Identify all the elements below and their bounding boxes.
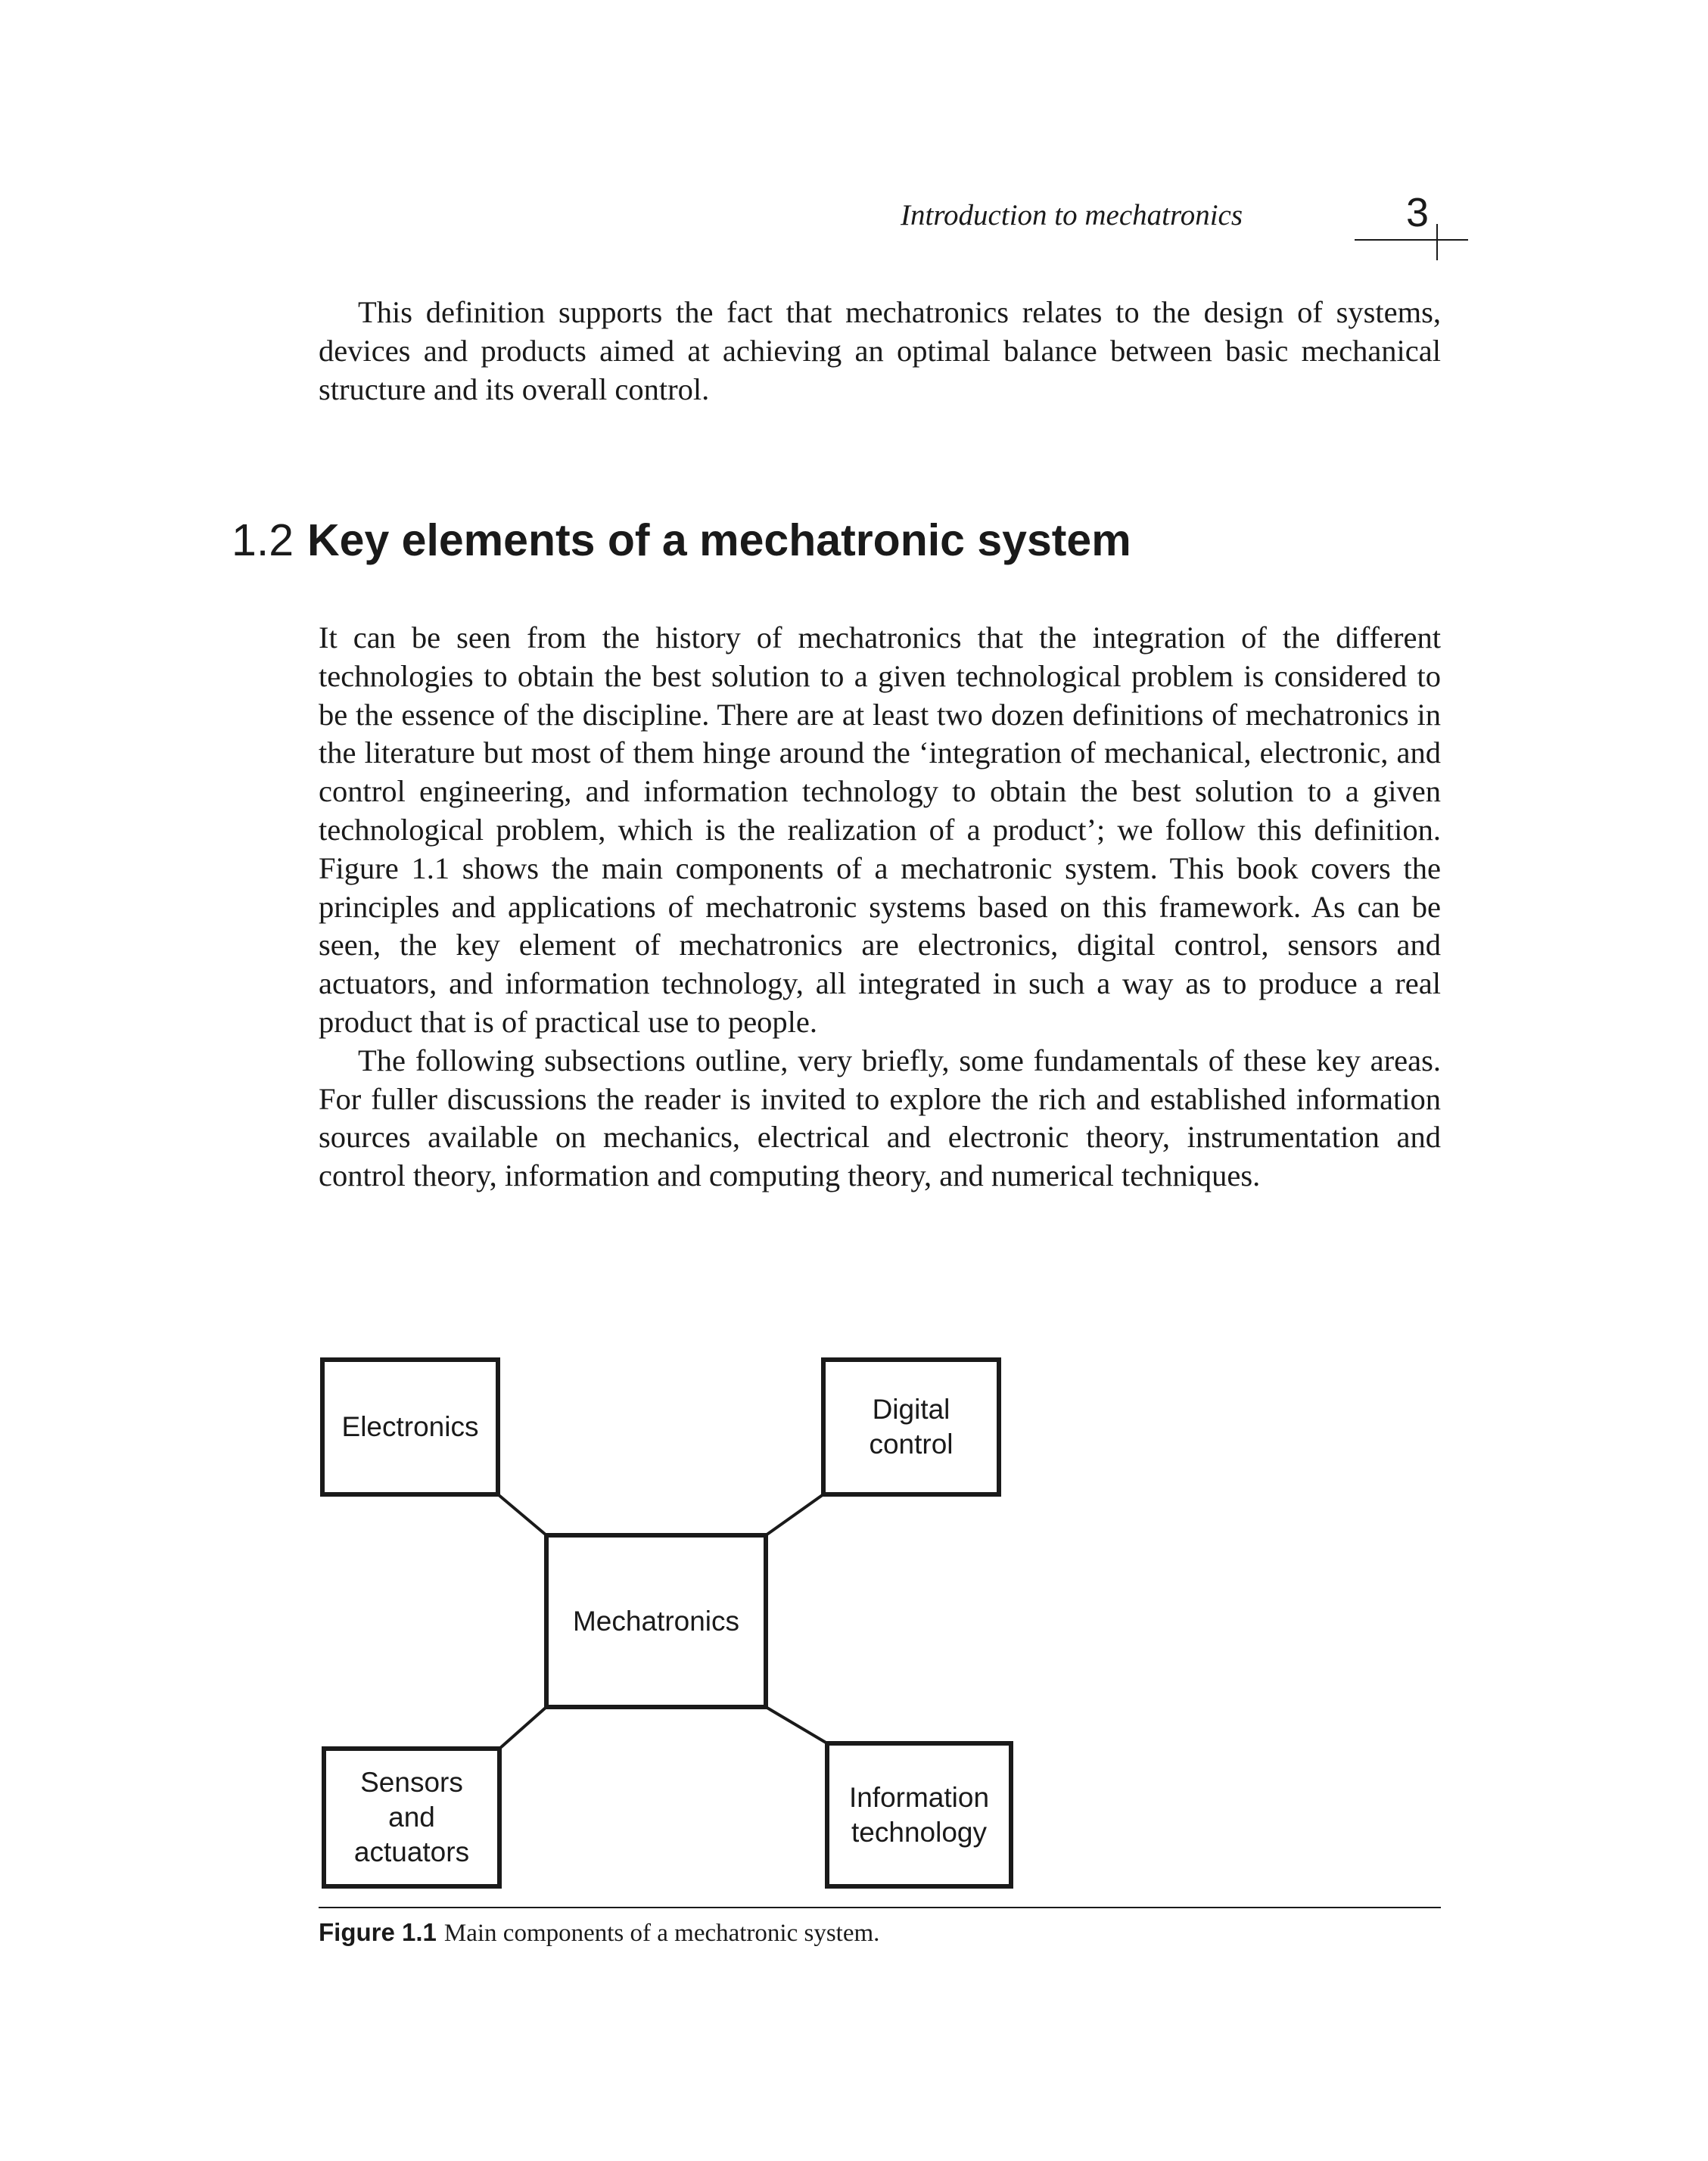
label-information-technology-line-2: technology bbox=[851, 1816, 987, 1848]
box-sensors-actuators bbox=[324, 1749, 499, 1886]
label-sensors-actuators-line-2: and bbox=[388, 1802, 435, 1833]
section-paragraph-2: The following subsections outline, very briefly, some fundamentals of these key areas. For fuller discussions the reader is invited to explore the rich and established information sources available on mechanics, electrical and electronic theory, instrumentation and control theory, information and computing theory, and numerical techniques. bbox=[319, 1043, 1441, 1193]
label-digital-control-line-2: control bbox=[869, 1429, 954, 1460]
label-mechatronics bbox=[546, 1535, 766, 1707]
label-electronics bbox=[322, 1360, 498, 1494]
section-paragraph-1: It can be seen from the history of mechatronics that the integration of the different technologies to obtain the best solution to a given technological problem is considered to be the essence of the discipline. There are at least two dozen definitions of mechatronics in the literature but most of them hinge around the ‘integration of mechanical, electronic, and control engineering, and information technology to obtain the best solution to a given technological problem, which is the realization of a product’; we follow this definition. Figure 1.1 shows the main components of a mechatronic system. This book covers the principles and applications of mechatronic systems based on this framework. As can be seen, the key element of mechatronics are electronics, digital control, sensors and actuators, and information technology, all integrated in such a way as to produce a real product that is of practical use to people. bbox=[319, 620, 1441, 1039]
label-sensors-actuators bbox=[324, 1749, 499, 1886]
page-number: 3 bbox=[1406, 190, 1430, 235]
label-sensors-actuators-line-1: Sensors bbox=[360, 1767, 463, 1798]
label-electronics-line-1: Electronics bbox=[341, 1411, 479, 1442]
label-information-technology bbox=[827, 1743, 1011, 1886]
figure-caption bbox=[319, 1918, 879, 1948]
label-mechatronics-line-1: Mechatronics bbox=[572, 1605, 740, 1637]
figure-caption-text: Main components of a mechatronic system. bbox=[443, 1920, 880, 1947]
connector-electronics bbox=[498, 1494, 546, 1535]
running-head-title: Introduction to mechatronics bbox=[901, 199, 1243, 232]
label-information-technology-line-1: Information bbox=[848, 1781, 990, 1813]
box-information-technology bbox=[827, 1743, 1011, 1886]
label-digital-control-line-1: Digital bbox=[872, 1394, 950, 1425]
box-digital-control bbox=[823, 1360, 999, 1494]
intro-paragraph: This definition supports the fact that mechatronics relates to the design of systems, devices and products aimed at achieving an optimal balance between basic mechanical structure and its overall control. bbox=[319, 295, 1441, 406]
crop-mark-horizontal bbox=[1355, 239, 1468, 241]
caption-rule bbox=[319, 1907, 1441, 1908]
box-mechatronics bbox=[546, 1535, 766, 1707]
section-heading bbox=[232, 515, 1131, 566]
connector-digital-control bbox=[766, 1494, 823, 1535]
figure-caption-label: Figure 1.1 bbox=[319, 1918, 437, 1946]
connector-information-technology bbox=[766, 1707, 827, 1743]
crop-mark-vertical bbox=[1436, 224, 1438, 260]
label-sensors-actuators-line-3: actuators bbox=[353, 1836, 470, 1867]
intro-paragraph-block bbox=[319, 294, 1441, 409]
label-digital-control bbox=[823, 1360, 999, 1494]
box-electronics bbox=[322, 1360, 498, 1494]
section-number: 1.2 bbox=[232, 515, 294, 565]
connector-sensors-actuators bbox=[499, 1707, 546, 1749]
section-title: Key elements of a mechatronic system bbox=[307, 515, 1131, 565]
section-body bbox=[319, 619, 1441, 1196]
